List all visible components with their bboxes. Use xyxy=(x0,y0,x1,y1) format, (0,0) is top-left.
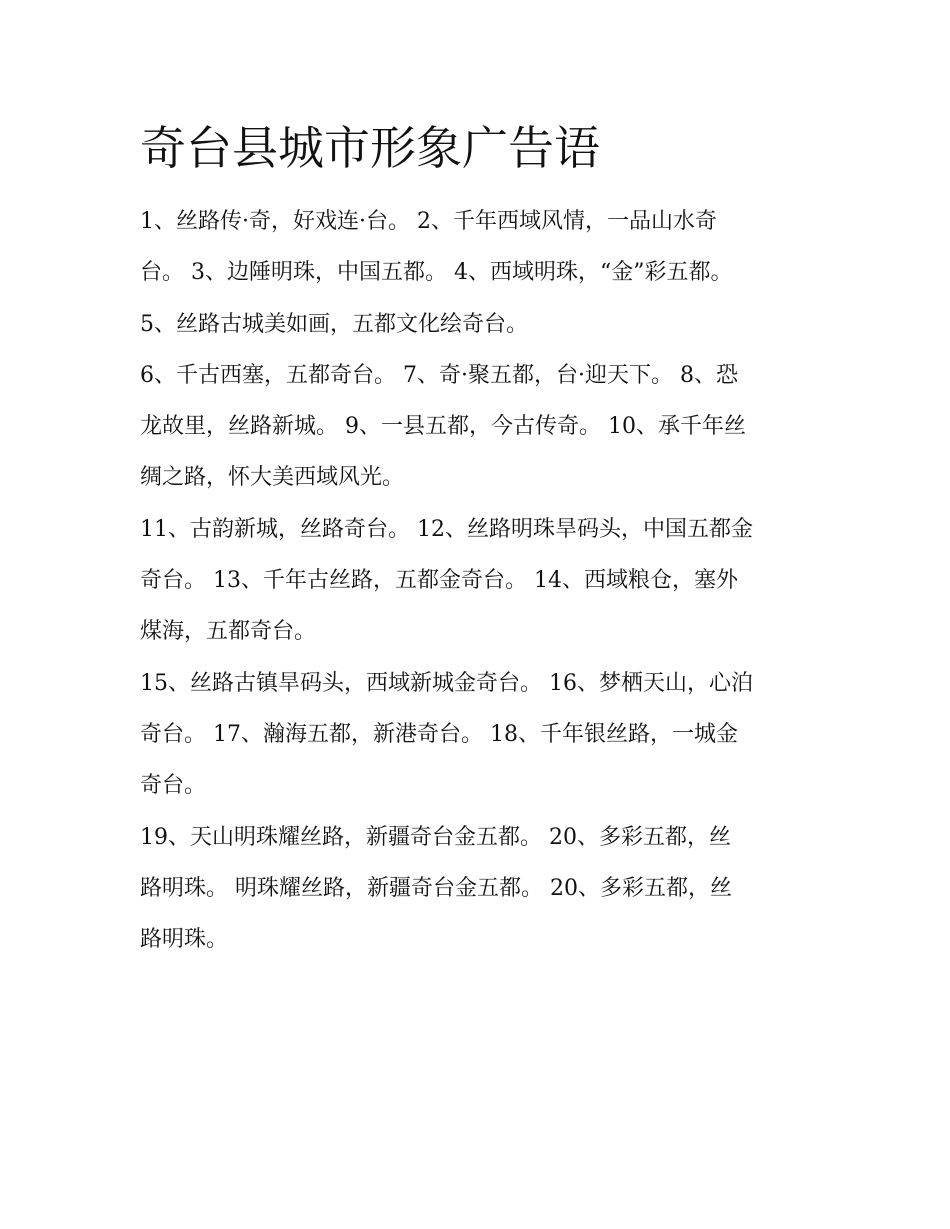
text-line: 煤海，五都奇台。 xyxy=(140,619,317,645)
text-line: 5、丝路古城美如画，五都文化绘奇台。 xyxy=(140,311,528,337)
page-title: 奇台县城市形象广告语 xyxy=(140,121,600,175)
text-line: 龙故里，丝路新城。 9、一县五都，今古传奇。 10、承千年丝 xyxy=(140,414,746,440)
slogan-list xyxy=(140,196,810,965)
text-line: 1、丝路传·奇，好戏连·台。 2、千年西域风情，一品山水奇 xyxy=(140,209,717,234)
text-line: 台。 3、边陲明珠，中国五都。 4、西域明珠，“金”彩五都。 xyxy=(140,260,733,286)
text-line: 奇台。 13、千年古丝路，五都金奇台。 14、西域粮仓，塞外 xyxy=(140,568,738,594)
text-line: 路明珠。 xyxy=(140,927,229,953)
text-line: 奇台。 17、瀚海五都，新港奇台。 18、千年银丝路，一城金 xyxy=(140,721,738,747)
text-line: 19、天山明珠耀丝路，新疆奇台金五都。 20、多彩五都，丝 xyxy=(140,824,731,850)
text-line: 路明珠。 明珠耀丝路，新疆奇台金五都。 20、多彩五都，丝 xyxy=(140,875,732,901)
text-line: 6、千古西塞，五都奇台。 7、奇·聚五都，台·迎天下。 8、恐 xyxy=(140,362,738,388)
text-line: 11、古韵新城，丝路奇台。 12、丝路明珠旱码头，中国五都金 xyxy=(140,516,753,542)
text-line: 15、丝路古镇旱码头，西域新城金奇台。 16、梦栖天山，心泊 xyxy=(140,670,753,696)
text-line: 绸之路，怀大美西域风光。 xyxy=(140,465,405,491)
text-line: 奇台。 xyxy=(140,773,207,799)
